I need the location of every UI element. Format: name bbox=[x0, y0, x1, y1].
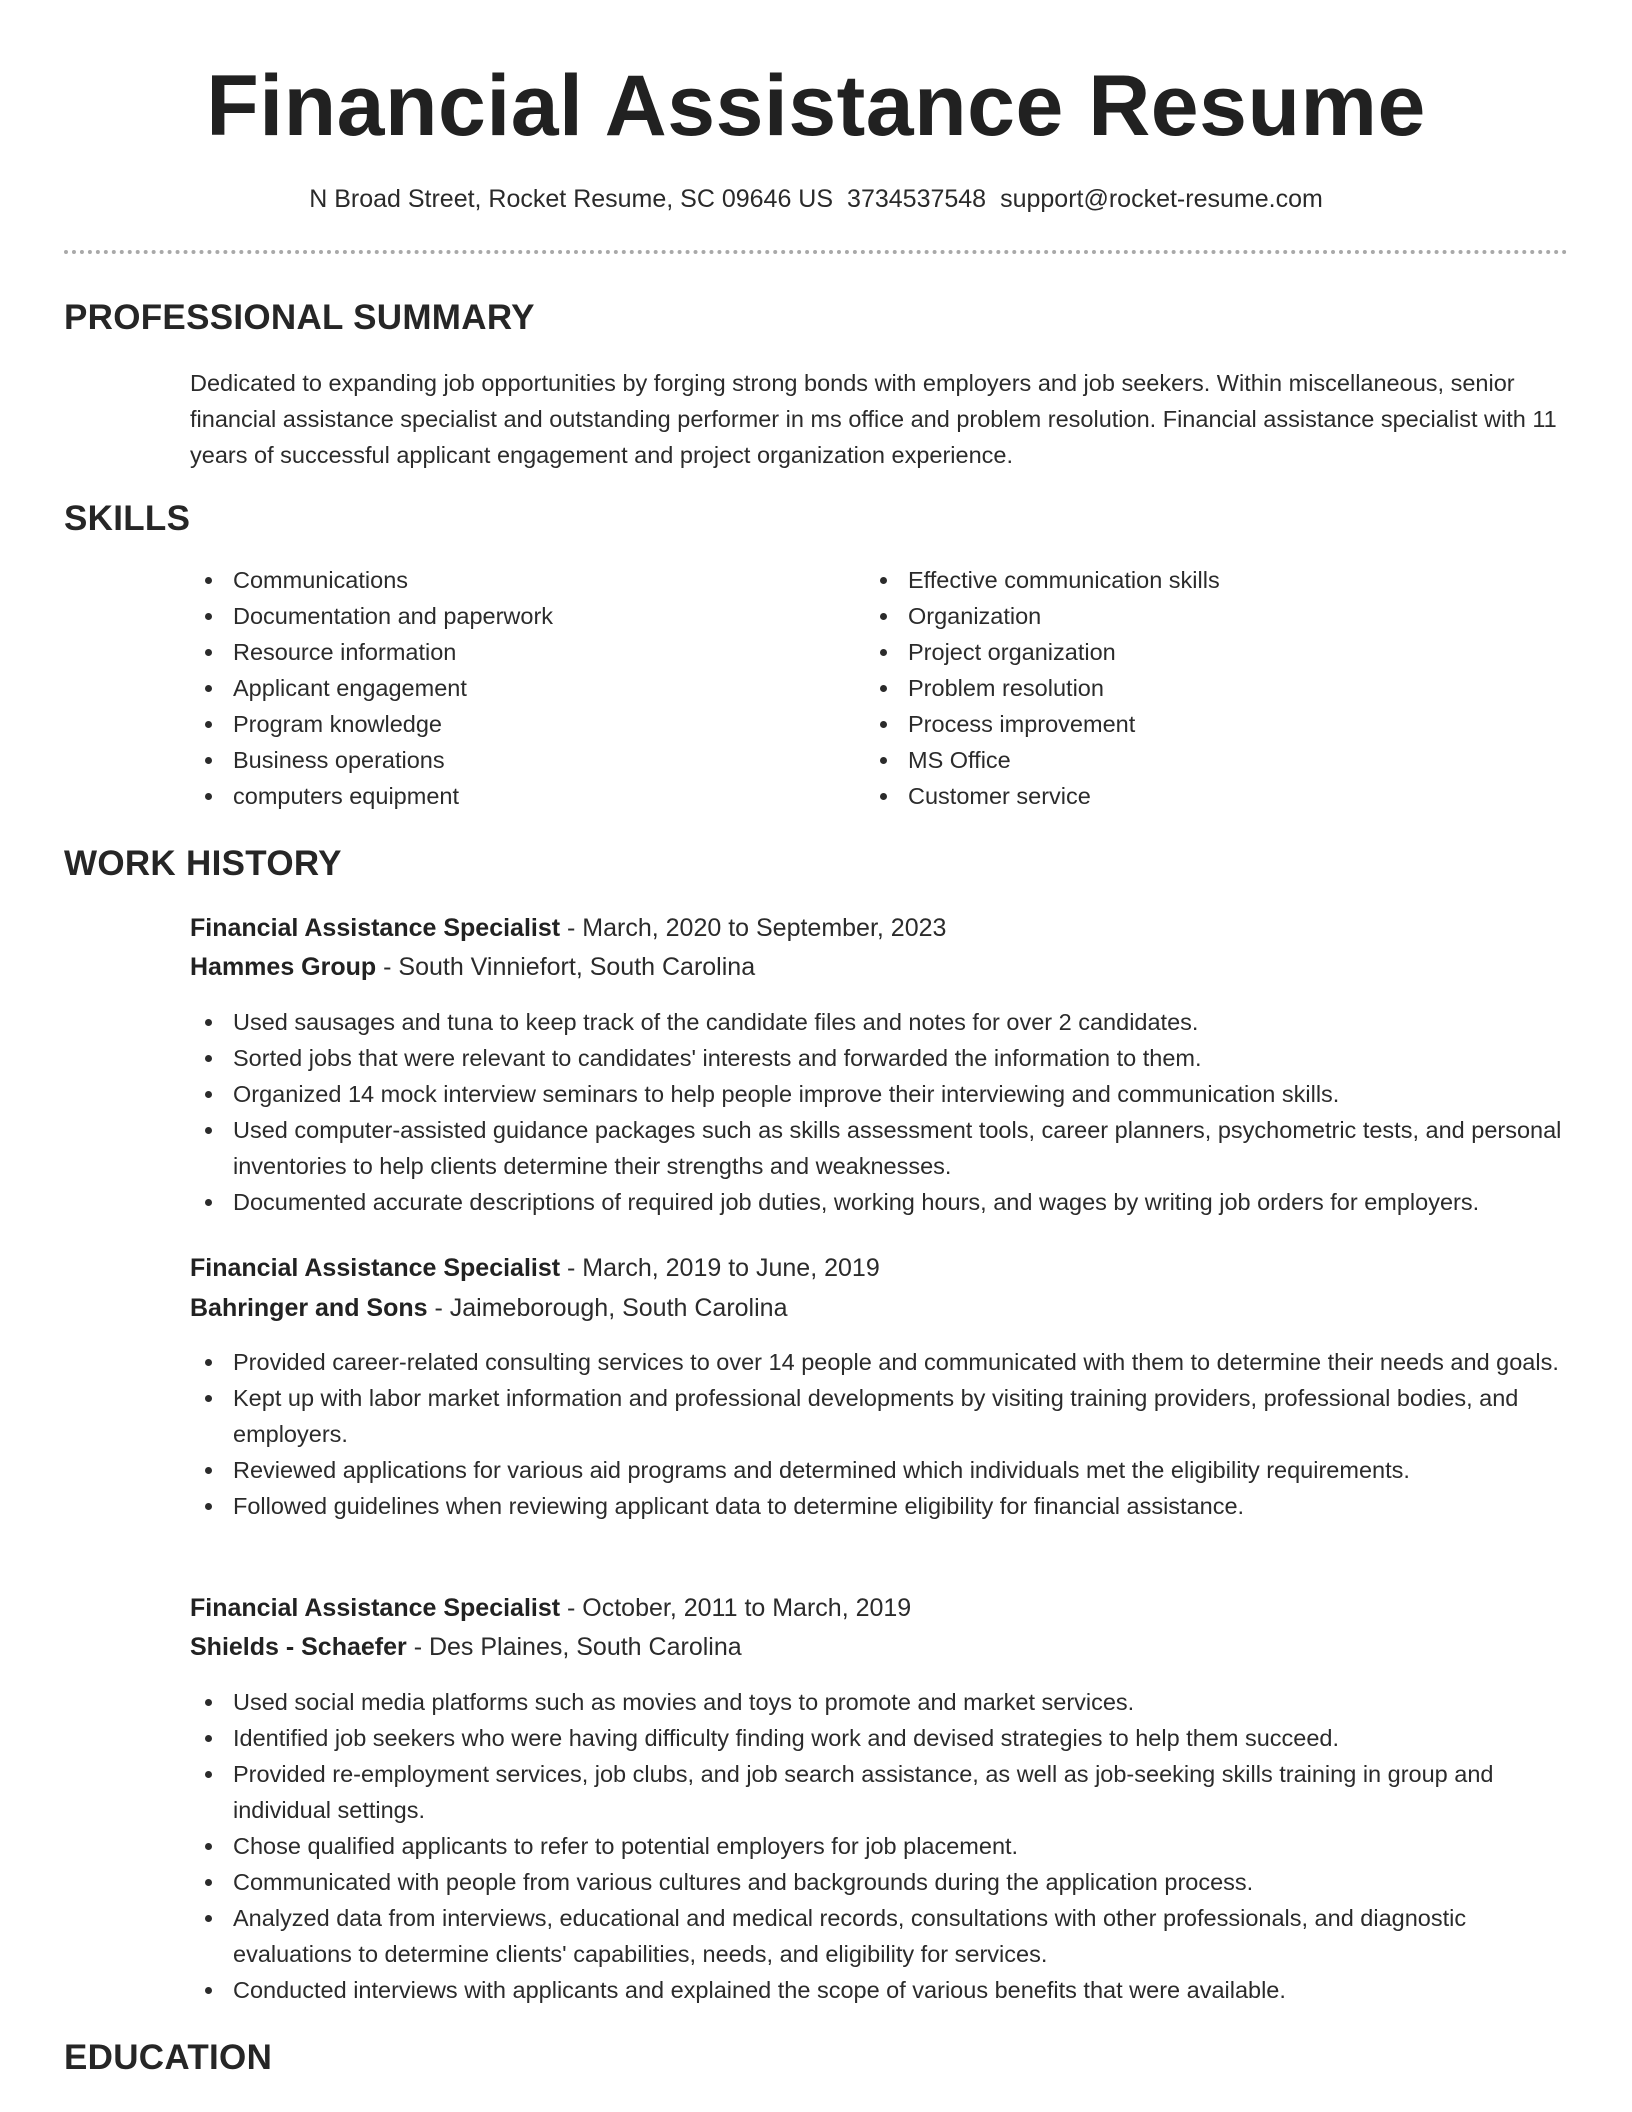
skill-item: Project organization bbox=[865, 634, 1220, 670]
job-bullet: Identified job seekers who were having difficulty finding work and devised strategies to help them succeed. bbox=[190, 1720, 1570, 1756]
skills-heading: SKILLS bbox=[64, 499, 191, 538]
job-bullet: Chose qualified applicants to refer to potential employers for job placement. bbox=[190, 1828, 1570, 1864]
skill-item: Effective communication skills bbox=[865, 562, 1220, 598]
job-company-line bbox=[190, 1290, 787, 1326]
contact-email: support@rocket-resume.com bbox=[1000, 185, 1323, 213]
skills-list-left bbox=[190, 562, 553, 814]
job-company-line bbox=[190, 949, 755, 985]
job-company: Shields - Schaefer bbox=[190, 1633, 407, 1661]
job-bullet: Used sausages and tuna to keep track of the candidate files and notes for over 2 candidates. bbox=[190, 1004, 1570, 1040]
contact-line bbox=[0, 182, 1632, 216]
contact-phone: 3734537548 bbox=[847, 185, 987, 213]
job-title-line bbox=[190, 1590, 911, 1626]
skills-list-right bbox=[865, 562, 1220, 814]
contact-address: N Broad Street, Rocket Resume, SC 09646 US bbox=[309, 185, 834, 213]
job-company: Hammes Group bbox=[190, 953, 377, 981]
job-bullet: Conducted interviews with applicants and explained the scope of various benefits that were available. bbox=[190, 1972, 1570, 2008]
skill-item: Business operations bbox=[190, 742, 553, 778]
job-location: - Jaimeborough, South Carolina bbox=[427, 1294, 788, 1322]
skill-item: Program knowledge bbox=[190, 706, 553, 742]
summary-text: Dedicated to expanding job opportunities by forging strong bonds with employers and job seekers. Within miscellaneous, senior financial assistance specialist and outstanding performer in ms office and problem resolution. Financial assistance specialist with 11 years of successful applicant engagement and project organization experience. bbox=[190, 370, 1557, 468]
job-location: - South Vinniefort, South Carolina bbox=[376, 953, 756, 981]
skill-item: Communications bbox=[190, 562, 553, 598]
work-history-heading: WORK HISTORY bbox=[64, 844, 342, 883]
job-bullet: Used social media platforms such as movies and toys to promote and market services. bbox=[190, 1684, 1570, 1720]
job-bullet: Organized 14 mock interview seminars to help people improve their interviewing and communication skills. bbox=[190, 1076, 1570, 1112]
header-divider bbox=[64, 250, 1568, 254]
job-bullet: Kept up with labor market information and professional developments by visiting training providers, professional bodies, and employers. bbox=[190, 1380, 1570, 1452]
job-bullet: Reviewed applications for various aid programs and determined which individuals met the eligibility requirements. bbox=[190, 1452, 1570, 1488]
job-bullet: Analyzed data from interviews, educational and medical records, consultations with other professionals, and diagnostic evaluations to determine clients' capabilities, needs, and eligibility for services. bbox=[190, 1900, 1570, 1972]
skill-item: computers equipment bbox=[190, 778, 553, 814]
job-bullet: Documented accurate descriptions of required job duties, working hours, and wages by writing job orders for employers. bbox=[190, 1184, 1570, 1220]
skill-item: Customer service bbox=[865, 778, 1220, 814]
job-bullet: Used computer-assisted guidance packages such as skills assessment tools, career planners, psychometric tests, and personal inventories to help clients determine their strengths and weaknesses. bbox=[190, 1112, 1570, 1184]
job-title-line bbox=[190, 1250, 880, 1286]
job-role: Financial Assistance Specialist bbox=[190, 1254, 561, 1282]
job-bullets bbox=[190, 1344, 1570, 1524]
job-dates: - October, 2011 to March, 2019 bbox=[560, 1594, 912, 1622]
job-company: Bahringer and Sons bbox=[190, 1294, 428, 1322]
skill-item: Problem resolution bbox=[865, 670, 1220, 706]
skill-item: Resource information bbox=[190, 634, 553, 670]
job-bullet: Provided career-related consulting services to over 14 people and communicated with them to determine their needs and goals. bbox=[190, 1344, 1570, 1380]
job-bullets bbox=[190, 1004, 1570, 1220]
job-role: Financial Assistance Specialist bbox=[190, 1594, 561, 1622]
job-bullet: Followed guidelines when reviewing applicant data to determine eligibility for financial assistance. bbox=[190, 1488, 1570, 1524]
skill-item: MS Office bbox=[865, 742, 1220, 778]
job-bullet: Communicated with people from various cultures and backgrounds during the application process. bbox=[190, 1864, 1570, 1900]
resume-title: Financial Assistance Resume bbox=[206, 58, 1426, 154]
job-dates: - March, 2020 to September, 2023 bbox=[560, 914, 947, 942]
education-heading: EDUCATION bbox=[64, 2038, 273, 2077]
skill-item: Documentation and paperwork bbox=[190, 598, 553, 634]
job-bullet: Sorted jobs that were relevant to candidates' interests and forwarded the information to them. bbox=[190, 1040, 1570, 1076]
job-bullet: Provided re-employment services, job clubs, and job search assistance, as well as job-seeking skills training in group and individual settings. bbox=[190, 1756, 1570, 1828]
job-company-line bbox=[190, 1629, 742, 1665]
summary-heading: PROFESSIONAL SUMMARY bbox=[64, 298, 535, 337]
skill-item: Applicant engagement bbox=[190, 670, 553, 706]
skill-item: Organization bbox=[865, 598, 1220, 634]
job-bullets bbox=[190, 1684, 1570, 2008]
job-location: - Des Plaines, South Carolina bbox=[406, 1633, 742, 1661]
job-title-line bbox=[190, 910, 946, 946]
job-dates: - March, 2019 to June, 2019 bbox=[560, 1254, 880, 1282]
skill-item: Process improvement bbox=[865, 706, 1220, 742]
job-role: Financial Assistance Specialist bbox=[190, 914, 561, 942]
